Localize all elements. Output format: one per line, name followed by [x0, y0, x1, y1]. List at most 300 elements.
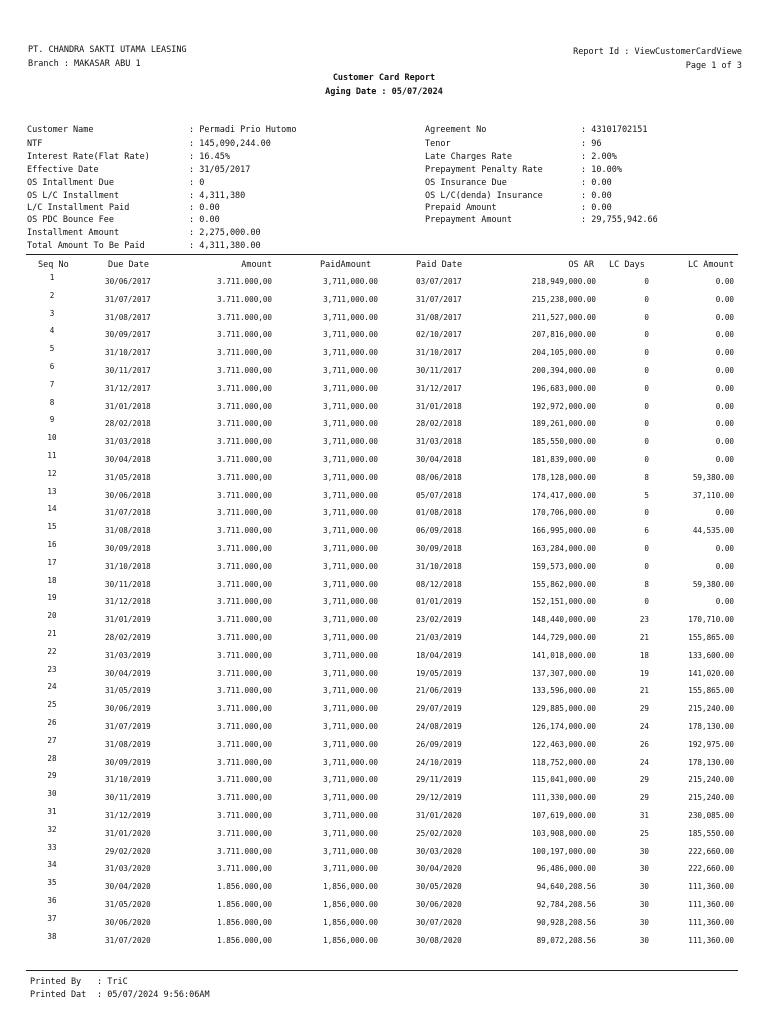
- cell-amount: 3.711.000,00: [217, 312, 272, 322]
- cell-paid-date: 31/03/2018: [416, 437, 462, 447]
- cell-paid-date: 30/04/2020: [416, 864, 462, 874]
- info-label: OS L/C(denda) Insurance: [425, 191, 543, 201]
- cell-lc-amount: 0.00: [715, 597, 734, 607]
- cell-due-date: 30/04/2018: [105, 455, 151, 464]
- table-row: [0, 290, 768, 313]
- cell-lc-amount: 215,240.00: [688, 704, 734, 714]
- cell-paid-amount: 3,711,000.00: [323, 330, 378, 340]
- cell-paid-date: 08/06/2018: [416, 472, 462, 482]
- info-value: : Permadi Prio Hutomo: [189, 125, 297, 135]
- cell-paid-date: 26/09/2019: [416, 739, 462, 749]
- cell-seq-no: 24: [47, 682, 57, 692]
- cell-paid-amount: 3,711,000.00: [323, 419, 378, 429]
- table-row: [0, 273, 768, 295]
- cell-due-date: 31/07/2018: [105, 508, 151, 518]
- table-row: [0, 718, 768, 740]
- footer-rule: [26, 970, 738, 971]
- cell-lc-days: 18: [639, 650, 649, 660]
- cell-lc-days: 30: [639, 882, 649, 892]
- cell-paid-amount: 3,711,000.00: [323, 348, 378, 358]
- cell-amount: 3.711.000,00: [217, 722, 272, 731]
- cell-lc-days: 25: [639, 828, 649, 838]
- cell-paid-amount: 3,711,000.00: [323, 775, 378, 785]
- table-row: [0, 664, 768, 687]
- cell-paid-amount: 3,711,000.00: [323, 864, 378, 874]
- cell-seq-no: 23: [47, 664, 57, 674]
- cell-lc-days: 0: [644, 544, 649, 553]
- cell-due-date: 31/08/2017: [105, 312, 151, 322]
- info-value: : 0.00: [189, 215, 220, 225]
- cell-amount: 3.711.000,00: [217, 508, 272, 518]
- cell-amount: 3.711.000,00: [217, 615, 272, 625]
- cell-lc-amount: 111,360.00: [688, 935, 734, 945]
- cell-paid-amount: 3,711,000.00: [323, 455, 378, 464]
- table-row: [0, 451, 768, 473]
- info-label: Prepayment Penalty Rate: [425, 165, 543, 175]
- cell-amount: 3.711.000,00: [217, 277, 272, 286]
- cell-lc-days: 0: [644, 330, 649, 340]
- info-label: Prepaid Amount: [425, 203, 497, 213]
- cell-paid-date: 21/03/2019: [416, 633, 462, 642]
- table-top-rule: [26, 254, 738, 255]
- info-value: : 29,755,942.66: [581, 215, 658, 225]
- report-title: Customer Card Report: [332, 73, 436, 83]
- cell-paid-date: 23/02/2019: [416, 615, 462, 625]
- cell-due-date: 28/02/2018: [105, 419, 151, 429]
- cell-paid-amount: 3,711,000.00: [323, 757, 378, 767]
- table-row: [0, 522, 768, 544]
- cell-os-ar: 94,640,208.56: [536, 882, 596, 892]
- cell-seq-no: 22: [47, 646, 57, 656]
- cell-paid-amount: 3,711,000.00: [323, 722, 378, 731]
- info-label: OS L/C Installment: [27, 191, 120, 201]
- cell-os-ar: 155,862,000.00: [531, 579, 596, 589]
- cell-lc-days: 19: [639, 668, 649, 678]
- cell-lc-amount: 192,975.00: [688, 739, 734, 749]
- cell-seq-no: 2: [49, 290, 55, 300]
- cell-paid-amount: 3,711,000.00: [323, 597, 378, 607]
- cell-lc-amount: 0.00: [715, 419, 734, 429]
- info-value: : 0.00: [189, 203, 220, 213]
- cell-lc-amount: 0.00: [715, 401, 734, 411]
- cell-due-date: 31/05/2020: [105, 900, 151, 909]
- cell-amount: 3.711.000,00: [217, 579, 272, 589]
- cell-paid-amount: 3,711,000.00: [323, 704, 378, 714]
- table-row: [0, 379, 768, 402]
- cell-os-ar: 152,151,000.00: [531, 597, 596, 607]
- table-row: [0, 415, 768, 437]
- cell-amount: 3.711.000,00: [217, 757, 272, 767]
- cell-paid-amount: 3,711,000.00: [323, 846, 378, 856]
- cell-paid-amount: 3,711,000.00: [323, 668, 378, 678]
- cell-lc-amount: 0.00: [715, 312, 734, 322]
- table-row: [0, 433, 768, 455]
- table-row: [0, 504, 768, 526]
- cell-seq-no: 6: [49, 362, 55, 371]
- cell-lc-days: 0: [644, 383, 649, 393]
- cell-due-date: 30/09/2019: [105, 757, 151, 767]
- cell-seq-no: 34: [47, 860, 57, 870]
- info-label: Prepayment Amount: [425, 215, 512, 225]
- cell-os-ar: 178,128,000.00: [531, 472, 596, 482]
- cell-lc-amount: 215,240.00: [688, 793, 734, 803]
- cell-os-ar: 159,573,000.00: [531, 561, 596, 571]
- report-id: Report Id : ViewCustomerCardViewe: [573, 47, 742, 57]
- info-label: Interest Rate(Flat Rate): [27, 152, 150, 162]
- cell-due-date: 31/08/2018: [105, 526, 151, 536]
- cell-amount: 3.711.000,00: [217, 739, 272, 749]
- cell-paid-amount: 3,711,000.00: [323, 472, 378, 482]
- cell-amount: 3.711.000,00: [217, 526, 272, 536]
- cell-paid-amount: 3,711,000.00: [323, 401, 378, 411]
- cell-paid-date: 24/08/2019: [416, 722, 462, 731]
- cell-seq-no: 35: [47, 878, 57, 888]
- table-row: [0, 611, 768, 633]
- info-value: : 10.00%: [581, 165, 622, 175]
- cell-paid-amount: 3,711,000.00: [323, 686, 378, 696]
- cell-lc-amount: 111,360.00: [688, 900, 734, 909]
- cell-paid-date: 31/12/2017: [416, 383, 462, 393]
- table-row: [0, 789, 768, 811]
- cell-lc-amount: 178,130.00: [688, 757, 734, 767]
- cell-lc-amount: 0.00: [715, 508, 734, 518]
- cell-seq-no: 20: [47, 611, 57, 621]
- cell-seq-no: 25: [47, 700, 57, 710]
- table-row: [0, 700, 768, 722]
- cell-paid-date: 30/11/2017: [416, 366, 462, 375]
- col-header-seq: Seq No: [38, 260, 69, 270]
- cell-lc-amount: 0.00: [715, 544, 734, 553]
- cell-paid-date: 03/07/2017: [416, 277, 462, 286]
- cell-paid-date: 02/10/2017: [416, 330, 462, 340]
- cell-lc-days: 29: [639, 793, 649, 803]
- cell-paid-date: 30/04/2018: [416, 455, 462, 464]
- info-label: Late Charges Rate: [425, 152, 512, 162]
- cell-seq-no: 9: [49, 415, 55, 425]
- cell-paid-amount: 3,711,000.00: [323, 561, 378, 571]
- cell-seq-no: 10: [47, 433, 57, 443]
- cell-lc-days: 0: [644, 455, 649, 464]
- cell-amount: 3.711.000,00: [217, 828, 272, 838]
- cell-amount: 1.856.000,00: [217, 882, 272, 892]
- cell-os-ar: 137,307,000.00: [531, 668, 596, 678]
- cell-due-date: 31/10/2017: [105, 348, 151, 358]
- cell-lc-days: 0: [644, 419, 649, 429]
- cell-lc-amount: 0.00: [715, 277, 734, 286]
- cell-os-ar: 141,018,000.00: [531, 650, 596, 660]
- table-row: [0, 308, 768, 331]
- cell-lc-days: 29: [639, 704, 649, 714]
- printed-date-label: Printed Dat: [30, 990, 87, 1000]
- cell-os-ar: 215,238,000.00: [531, 294, 596, 304]
- cell-os-ar: 148,440,000.00: [531, 615, 596, 625]
- cell-lc-days: 30: [639, 864, 649, 874]
- printed-date: : 05/07/2024 9:56:06AM: [97, 990, 210, 1000]
- cell-due-date: 28/02/2019: [105, 633, 151, 642]
- info-value: : 4,311,380.00: [189, 241, 261, 251]
- cell-seq-no: 15: [47, 522, 57, 532]
- cell-seq-no: 3: [49, 308, 55, 318]
- cell-os-ar: 100,197,000.00: [531, 846, 596, 856]
- col-header-lc-days: LC Days: [609, 260, 645, 270]
- cell-paid-date: 31/10/2017: [416, 348, 462, 358]
- cell-paid-date: 18/04/2019: [416, 650, 462, 660]
- cell-lc-amount: 222,660.00: [688, 864, 734, 874]
- table-row: [0, 468, 768, 491]
- cell-paid-date: 29/12/2019: [416, 793, 462, 803]
- cell-amount: 3.711.000,00: [217, 366, 272, 375]
- cell-due-date: 31/08/2019: [105, 739, 151, 749]
- cell-lc-amount: 155,865.00: [688, 686, 734, 696]
- cell-os-ar: 122,463,000.00: [531, 739, 596, 749]
- cell-amount: 3.711.000,00: [217, 437, 272, 447]
- cell-lc-amount: 185,550.00: [688, 828, 734, 838]
- cell-amount: 1.856.000,00: [217, 917, 272, 927]
- cell-due-date: 31/10/2018: [105, 561, 151, 571]
- cell-os-ar: 107,619,000.00: [531, 811, 596, 820]
- cell-seq-no: 26: [47, 718, 57, 727]
- cell-lc-days: 29: [639, 775, 649, 785]
- cell-paid-amount: 3,711,000.00: [323, 383, 378, 393]
- table-row: [0, 629, 768, 651]
- cell-os-ar: 207,816,000.00: [531, 330, 596, 340]
- table-row: [0, 860, 768, 882]
- cell-os-ar: 185,550,000.00: [531, 437, 596, 447]
- cell-seq-no: 33: [47, 842, 57, 852]
- cell-paid-date: 24/10/2019: [416, 757, 462, 767]
- cell-paid-amount: 1,856,000.00: [323, 935, 378, 945]
- cell-lc-amount: 44,535.00: [692, 526, 734, 536]
- info-value: : 0.00: [581, 203, 612, 213]
- cell-lc-days: 24: [639, 757, 649, 767]
- cell-os-ar: 90,928,208.56: [536, 917, 596, 927]
- cell-seq-no: 5: [49, 344, 55, 354]
- cell-lc-amount: 0.00: [715, 348, 734, 358]
- info-value: : 2.00%: [581, 152, 617, 162]
- info-label: Customer Name: [27, 125, 94, 135]
- table-row: [0, 913, 768, 936]
- cell-seq-no: 30: [47, 789, 57, 799]
- cell-amount: 3.711.000,00: [217, 775, 272, 785]
- cell-lc-days: 0: [644, 508, 649, 518]
- cell-seq-no: 37: [47, 913, 57, 923]
- cell-paid-amount: 3,711,000.00: [323, 579, 378, 589]
- cell-amount: 3.711.000,00: [217, 472, 272, 482]
- cell-lc-days: 0: [644, 561, 649, 571]
- cell-os-ar: 204,105,000.00: [531, 348, 596, 358]
- cell-lc-amount: 37,110.00: [692, 490, 734, 500]
- info-label: OS Insurance Due: [425, 178, 507, 188]
- cell-amount: 3.711.000,00: [217, 348, 272, 358]
- cell-amount: 3.711.000,00: [217, 401, 272, 411]
- cell-seq-no: 13: [47, 486, 57, 496]
- cell-paid-amount: 3,711,000.00: [323, 793, 378, 803]
- cell-os-ar: 96,486,000.00: [536, 864, 596, 874]
- cell-due-date: 31/03/2019: [105, 650, 151, 660]
- cell-lc-amount: 215,240.00: [688, 775, 734, 785]
- cell-paid-amount: 1,856,000.00: [323, 882, 378, 892]
- col-header-amount: Amount: [241, 260, 272, 270]
- cell-amount: 3.711.000,00: [217, 704, 272, 714]
- cell-paid-date: 21/06/2019: [416, 686, 462, 696]
- cell-seq-no: 31: [47, 807, 57, 816]
- cell-os-ar: 133,596,000.00: [531, 686, 596, 696]
- cell-paid-amount: 3,711,000.00: [323, 739, 378, 749]
- cell-amount: 3.711.000,00: [217, 455, 272, 464]
- cell-seq-no: 38: [47, 931, 57, 941]
- table-row: [0, 593, 768, 615]
- info-label: OS Intallment Due: [27, 178, 114, 188]
- cell-paid-date: 29/07/2019: [416, 704, 462, 714]
- cell-lc-days: 21: [639, 633, 649, 642]
- info-value: : 4,311,380: [189, 191, 246, 201]
- cell-os-ar: 118,752,000.00: [531, 757, 596, 767]
- info-value: : 0: [189, 178, 205, 188]
- cell-paid-date: 01/01/2019: [416, 597, 462, 607]
- cell-seq-no: 17: [47, 557, 57, 567]
- cell-lc-days: 31: [639, 811, 649, 820]
- cell-lc-days: 8: [644, 579, 649, 589]
- cell-os-ar: 111,330,000.00: [531, 793, 596, 803]
- cell-seq-no: 21: [47, 629, 57, 638]
- cell-amount: 3.711.000,00: [217, 633, 272, 642]
- page-number: Page 1 of 3: [685, 61, 742, 71]
- cell-paid-amount: 3,711,000.00: [323, 312, 378, 322]
- cell-paid-date: 31/01/2018: [416, 401, 462, 411]
- cell-os-ar: 189,261,000.00: [531, 419, 596, 429]
- cell-paid-date: 30/09/2018: [416, 544, 462, 553]
- cell-seq-no: 14: [47, 504, 57, 514]
- info-label: NTF: [27, 139, 43, 149]
- cell-os-ar: 163,284,000.00: [531, 544, 596, 553]
- cell-paid-amount: 3,711,000.00: [323, 508, 378, 518]
- cell-due-date: 30/06/2020: [105, 917, 151, 927]
- table-row: [0, 540, 768, 562]
- table-row: [0, 646, 768, 669]
- cell-lc-amount: 0.00: [715, 294, 734, 304]
- cell-due-date: 30/06/2018: [105, 490, 151, 500]
- cell-paid-amount: 3,711,000.00: [323, 277, 378, 286]
- cell-lc-days: 0: [644, 348, 649, 358]
- cell-os-ar: 196,683,000.00: [531, 383, 596, 393]
- table-row: [0, 344, 768, 366]
- cell-amount: 3.711.000,00: [217, 383, 272, 393]
- cell-lc-amount: 0.00: [715, 561, 734, 571]
- cell-seq-no: 27: [47, 735, 57, 745]
- cell-lc-amount: 0.00: [715, 366, 734, 375]
- cell-lc-amount: 59,380.00: [692, 472, 734, 482]
- cell-paid-date: 29/11/2019: [416, 775, 462, 785]
- cell-amount: 3.711.000,00: [217, 668, 272, 678]
- cell-lc-days: 23: [639, 615, 649, 625]
- cell-lc-days: 26: [639, 739, 649, 749]
- cell-due-date: 31/01/2019: [105, 615, 151, 625]
- cell-paid-date: 30/05/2020: [416, 882, 462, 892]
- cell-paid-date: 31/10/2018: [416, 561, 462, 571]
- cell-paid-date: 30/06/2020: [416, 900, 462, 909]
- cell-due-date: 30/09/2017: [105, 330, 151, 340]
- cell-os-ar: 192,972,000.00: [531, 401, 596, 411]
- cell-lc-amount: 222,660.00: [688, 846, 734, 856]
- cell-lc-amount: 133,600.00: [688, 650, 734, 660]
- cell-amount: 3.711.000,00: [217, 490, 272, 500]
- cell-due-date: 30/04/2020: [105, 882, 151, 892]
- cell-lc-amount: 111,360.00: [688, 917, 734, 927]
- table-row: [0, 842, 768, 865]
- cell-paid-date: 08/12/2018: [416, 579, 462, 589]
- table-row: [0, 557, 768, 580]
- cell-due-date: 30/06/2019: [105, 704, 151, 714]
- cell-paid-date: 28/02/2018: [416, 419, 462, 429]
- cell-os-ar: 211,527,000.00: [531, 312, 596, 322]
- cell-amount: 3.711.000,00: [217, 811, 272, 820]
- info-label: OS PDC Bounce Fee: [27, 215, 114, 225]
- cell-paid-amount: 3,711,000.00: [323, 650, 378, 660]
- info-value: : 31/05/2017: [189, 165, 251, 175]
- cell-due-date: 31/10/2019: [105, 775, 151, 785]
- cell-lc-days: 0: [644, 294, 649, 304]
- cell-lc-amount: 111,360.00: [688, 882, 734, 892]
- info-value: : 16.45%: [189, 152, 230, 162]
- col-header-os-ar: OS AR: [568, 260, 594, 270]
- table-row: [0, 362, 768, 384]
- cell-lc-days: 6: [644, 526, 649, 536]
- cell-lc-amount: 230,085.00: [688, 811, 734, 820]
- cell-amount: 1.856.000,00: [217, 900, 272, 909]
- cell-seq-no: 12: [47, 468, 57, 478]
- cell-seq-no: 36: [47, 896, 57, 905]
- cell-os-ar: 115,041,000.00: [531, 775, 596, 785]
- table-row: [0, 682, 768, 704]
- cell-seq-no: 1: [49, 273, 55, 282]
- cell-due-date: 30/09/2018: [105, 544, 151, 553]
- cell-os-ar: 200,394,000.00: [531, 366, 596, 375]
- col-header-paid-amount: PaidAmount: [320, 260, 372, 270]
- cell-os-ar: 129,885,000.00: [531, 704, 596, 714]
- cell-paid-amount: 1,856,000.00: [323, 900, 378, 909]
- cell-seq-no: 11: [47, 451, 57, 460]
- cell-amount: 3.711.000,00: [217, 793, 272, 803]
- col-header-lc-amount: LC Amount: [687, 260, 734, 270]
- cell-paid-date: 05/07/2018: [416, 490, 462, 500]
- table-row: [0, 575, 768, 598]
- cell-due-date: 31/12/2017: [105, 383, 151, 393]
- cell-amount: 3.711.000,00: [217, 419, 272, 429]
- cell-due-date: 30/11/2017: [105, 366, 151, 375]
- cell-due-date: 31/07/2020: [105, 935, 151, 945]
- cell-lc-days: 30: [639, 935, 649, 945]
- cell-lc-days: 24: [639, 722, 649, 731]
- cell-due-date: 30/11/2018: [105, 579, 151, 589]
- cell-paid-amount: 3,711,000.00: [323, 811, 378, 820]
- cell-os-ar: 181,839,000.00: [531, 455, 596, 464]
- company-name: PT. CHANDRA SAKTI UTAMA LEASING: [28, 45, 187, 55]
- aging-date: Aging Date : 05/07/2024: [325, 87, 443, 97]
- cell-lc-amount: 0.00: [715, 383, 734, 393]
- info-label: Effective Date: [27, 165, 99, 175]
- cell-amount: 3.711.000,00: [217, 846, 272, 856]
- cell-os-ar: 103,908,000.00: [531, 828, 596, 838]
- printed-by-label: Printed By: [30, 977, 82, 987]
- cell-lc-days: 0: [644, 312, 649, 322]
- cell-lc-days: 30: [639, 846, 649, 856]
- cell-lc-days: 0: [644, 366, 649, 375]
- cell-lc-days: 0: [644, 401, 649, 411]
- cell-due-date: 31/01/2018: [105, 401, 151, 411]
- info-value: : 43101702151: [581, 125, 648, 135]
- cell-due-date: 31/05/2018: [105, 472, 151, 482]
- cell-lc-amount: 0.00: [715, 455, 734, 464]
